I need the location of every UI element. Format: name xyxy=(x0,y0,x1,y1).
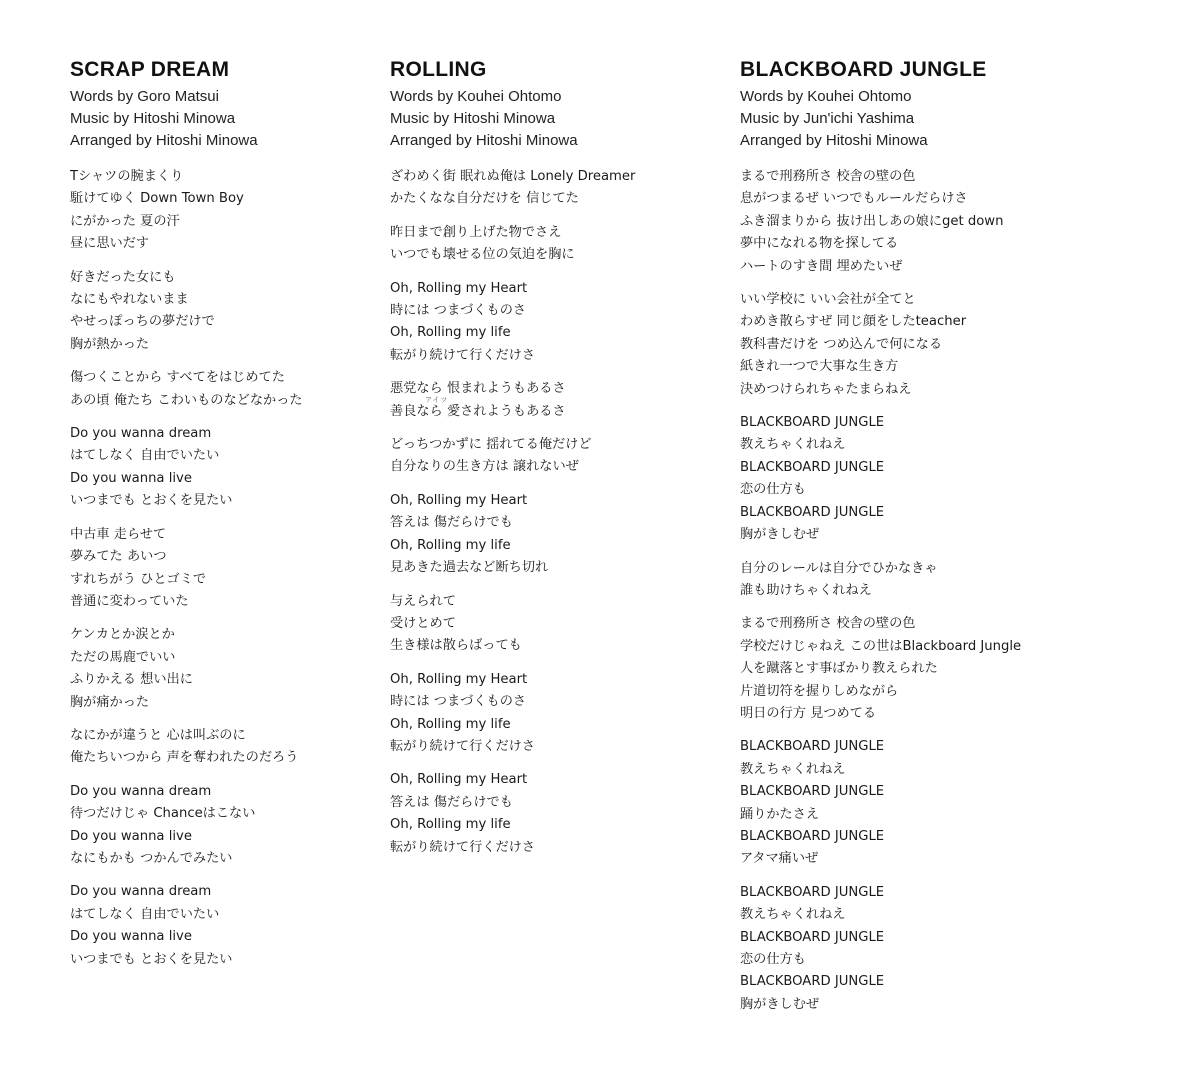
stanza xyxy=(390,278,720,368)
lyric-line: 転がり続けて行くだけさ xyxy=(390,839,536,855)
lyric-line: ふき溜まりから 抜け出しあの娘にget down xyxy=(740,213,1004,229)
lyric-line: まるで刑務所さ 校舎の壁の色 xyxy=(740,169,916,184)
lyric-line: やせっぽっちの夢だけで xyxy=(70,314,215,330)
lyric-line: 昨日まで創り上げた物でさえ xyxy=(390,224,562,240)
lyric-line: 与えられて xyxy=(390,593,456,609)
lyric-line: Oh, Rolling my Heart xyxy=(390,492,528,508)
stanza xyxy=(70,725,370,770)
lyric-line: まるで刑務所さ 校舎の壁の色 xyxy=(740,616,916,632)
lyric-line: 胸が熱かった xyxy=(70,336,150,352)
lyric-line: わめき散らすぜ 同じ顔をしたteacher xyxy=(740,314,967,330)
lyric-line: 明日の行方 見つめてる xyxy=(740,705,877,721)
stanza xyxy=(70,781,370,871)
lyric-line: 傷つくことから すべてをはじめてた xyxy=(70,370,285,386)
lyric-line: 教えちゃくれねえ xyxy=(740,907,846,923)
lyric-line: なにもやれないまま xyxy=(70,292,189,308)
lyric-line: Do you wanna dream xyxy=(70,783,212,799)
credit-line: Arranged by Hitoshi Minowa xyxy=(70,132,258,149)
lyric-line: 自分のレールは自分でひかなきゃ xyxy=(740,560,938,576)
lyric-line: Oh, Rolling my Heart xyxy=(390,772,528,788)
song-lyrics xyxy=(740,166,1140,1016)
lyric-line: 息がつまるぜ いつでもルールだらけさ xyxy=(740,191,968,207)
lyric-line: BLACKBOARD JUNGLE xyxy=(740,459,885,475)
lyric-line: 時には つまづくものさ xyxy=(390,694,527,710)
song-title: SCRAP DREAM xyxy=(70,58,230,81)
lyric-line: Do you wanna dream xyxy=(70,426,212,442)
credit-line: Words by Kouhei Ohtomo xyxy=(390,88,562,105)
lyric-line: 恋の仕方も xyxy=(740,952,806,967)
lyric-line: はてしなく 自由でいたい xyxy=(70,448,220,464)
ruby-annotation: アイツ xyxy=(425,396,449,404)
stanza xyxy=(70,881,370,971)
lyric-line: ただの馬鹿でいい xyxy=(70,649,176,665)
lyric-line: 恋の仕方も xyxy=(740,482,806,498)
credit-line: Music by Jun'ichi Yashima xyxy=(740,110,915,127)
lyric-line: 教科書だけを つめ込んで何になる xyxy=(740,336,943,352)
lyric-line: BLACKBOARD JUNGLE xyxy=(740,739,885,755)
lyric-line: BLACKBOARD JUNGLE xyxy=(740,784,885,800)
lyric-line: 自分なりの生き方は 譲れないぜ xyxy=(390,459,579,475)
stanza xyxy=(390,166,720,211)
stanza xyxy=(390,591,720,658)
lyric-line: BLACKBOARD JUNGLE xyxy=(740,828,885,844)
stanza xyxy=(390,669,720,759)
stanza xyxy=(70,423,370,513)
lyric-line: 教えちゃくれねえ xyxy=(740,437,846,453)
lyric-line: 片道切符を握りしめながら xyxy=(740,683,899,699)
lyric-line: BLACKBOARD JUNGLE xyxy=(740,504,885,520)
stanza xyxy=(70,166,370,256)
lyric-line: BLACKBOARD JUNGLE xyxy=(740,415,885,431)
lyric-line: 胸が痛かった xyxy=(70,694,150,710)
lyric-line: 転がり続けて行くだけさ xyxy=(390,738,536,754)
song-blackboard-jungle xyxy=(740,57,1140,1027)
lyric-line: いつでも壊せる位の気迫を胸に xyxy=(390,247,575,263)
stanza xyxy=(390,222,720,267)
lyric-line: 答えは 傷だらけでも xyxy=(390,794,513,810)
lyric-line: ハートのすき間 埋めたいぜ xyxy=(740,258,903,274)
lyric-line: 答えは 傷だらけでも xyxy=(390,515,513,531)
lyric-line: ふりかえる 想い出に xyxy=(70,672,193,688)
lyric-line: Oh, Rolling my Heart xyxy=(390,671,528,687)
lyric-line: Do you wanna live xyxy=(70,929,192,945)
lyric-line: なにかが違うと 心は叫ぶのに xyxy=(70,727,246,743)
stanza xyxy=(70,367,370,412)
lyric-line: 誰も助けちゃくれねえ xyxy=(740,582,872,598)
lyric-line: BLACKBOARD JUNGLE xyxy=(740,929,885,945)
song-scrap-dream xyxy=(70,57,370,982)
stanza xyxy=(70,624,370,714)
credit-line: Arranged by Hitoshi Minowa xyxy=(390,132,578,149)
lyric-line: 待つだけじゃ Chanceはこない xyxy=(70,806,256,822)
lyric-line: 学校だけじゃねえ この世はBlackboard Jungle xyxy=(740,638,1022,654)
lyric-line: いつまでも とおくを見たい xyxy=(70,951,233,967)
lyric-line: 受けとめて xyxy=(390,615,456,631)
stanza xyxy=(740,736,1140,870)
lyric-line: Do you wanna live xyxy=(70,828,192,844)
song-lyrics xyxy=(390,166,720,859)
stanza xyxy=(740,412,1140,546)
lyric-line: 決めつけられちゃたまらねえ xyxy=(740,381,912,397)
lyric-line: BLACKBOARD JUNGLE xyxy=(740,974,885,990)
credit-line: Music by Hitoshi Minowa xyxy=(390,110,556,127)
lyric-line: 悪党なら 恨まれようもあるさ xyxy=(390,381,566,397)
lyric-line: 中古車 走らせて xyxy=(70,526,167,542)
lyric-line: Do you wanna live xyxy=(70,470,192,486)
stanza xyxy=(70,524,370,614)
lyric-line: にがかった 夏の汗 xyxy=(70,213,180,229)
lyric-line: Oh, Rolling my life xyxy=(390,716,511,732)
lyric-line: Oh, Rolling my life xyxy=(390,817,511,833)
stanza xyxy=(740,882,1140,1016)
lyric-line: いい学校に いい会社が全てと xyxy=(740,292,916,308)
song-lyrics xyxy=(70,166,370,971)
lyric-line: なにもかも つかんでみたい xyxy=(70,850,233,866)
stanza xyxy=(740,613,1140,725)
lyric-line: ケンカとか涙とか xyxy=(70,627,175,643)
lyric-line: 昼に思いだす xyxy=(70,236,150,252)
song-rolling xyxy=(390,57,720,870)
stanza xyxy=(740,166,1140,278)
lyric-line: 夢みてた あいつ xyxy=(70,549,167,565)
lyric-line: いつまでも とおくを見たい xyxy=(70,493,233,509)
lyric-line: 人を蹴落とす事ばかり教えられた xyxy=(740,661,938,677)
lyric-line: 胸がきしむぜ xyxy=(740,996,820,1012)
song-credits xyxy=(70,86,370,152)
lyric-line: はてしなく 自由でいたい xyxy=(70,906,220,922)
stanza xyxy=(740,558,1140,603)
credit-line: Music by Hitoshi Minowa xyxy=(70,110,236,127)
lyric-line: Tシャツの腕まくり xyxy=(70,169,184,184)
credit-line: Words by Kouhei Ohtomo xyxy=(740,88,912,105)
stanza xyxy=(70,267,370,357)
lyric-line: 好きだった女にも xyxy=(70,269,176,285)
lyric-line: 夢中になれる物を探してる xyxy=(740,236,899,252)
credit-line: Words by Goro Matsui xyxy=(70,88,219,105)
lyric-line: 踊りかたさえ xyxy=(740,806,820,822)
stanza xyxy=(390,490,720,580)
lyric-line: 紙きれ一つで大事な生き方 xyxy=(740,359,899,375)
lyric-line: 教えちゃくれねえ xyxy=(740,761,846,777)
lyric-line: Do you wanna dream xyxy=(70,884,212,900)
lyric-line: 生き様は散らばっても xyxy=(390,638,522,654)
stanza xyxy=(740,289,1140,401)
lyric-line: Oh, Rolling my life xyxy=(390,325,511,341)
stanza xyxy=(390,769,720,859)
lyric-line: 転がり続けて行くだけさ xyxy=(390,347,536,363)
lyric-line: 駈けてゆく Down Town Boy xyxy=(70,191,244,207)
lyric-line: 普通に変わっていた xyxy=(70,593,189,609)
lyric-line: 胸がきしむぜ xyxy=(740,527,820,543)
lyric-line: あの頃 俺たち こわいものなどなかった xyxy=(70,392,303,408)
lyric-line: Oh, Rolling my life xyxy=(390,537,511,553)
lyric-line: かたくなな自分だけを 信じてた xyxy=(390,191,579,207)
lyric-line: BLACKBOARD JUNGLE xyxy=(740,884,885,900)
lyric-line: 時には つまづくものさ xyxy=(390,303,527,319)
song-credits xyxy=(740,86,1140,152)
song-title: ROLLING xyxy=(390,58,487,81)
song-title: BLACKBOARD JUNGLE xyxy=(740,58,987,81)
lyric-line: どっちつかずに 揺れてる俺だけど xyxy=(390,437,592,453)
lyric-line: 善良なら 愛されようもあるさ xyxy=(390,403,566,419)
lyric-line: 俺たちいつから 声を奪われたのだろう xyxy=(70,750,299,766)
stanza xyxy=(390,434,720,479)
lyric-line: アタマ痛いぜ xyxy=(740,851,819,867)
lyric-line: Oh, Rolling my Heart xyxy=(390,280,528,296)
lyric-line: ざわめく街 眠れぬ俺は Lonely Dreamer xyxy=(390,169,636,184)
lyric-line: 見あきた過去など断ち切れ xyxy=(390,560,549,576)
credit-line: Arranged by Hitoshi Minowa xyxy=(740,132,928,149)
song-credits xyxy=(390,86,720,152)
lyric-line: すれちがう ひとゴミで xyxy=(70,571,207,587)
